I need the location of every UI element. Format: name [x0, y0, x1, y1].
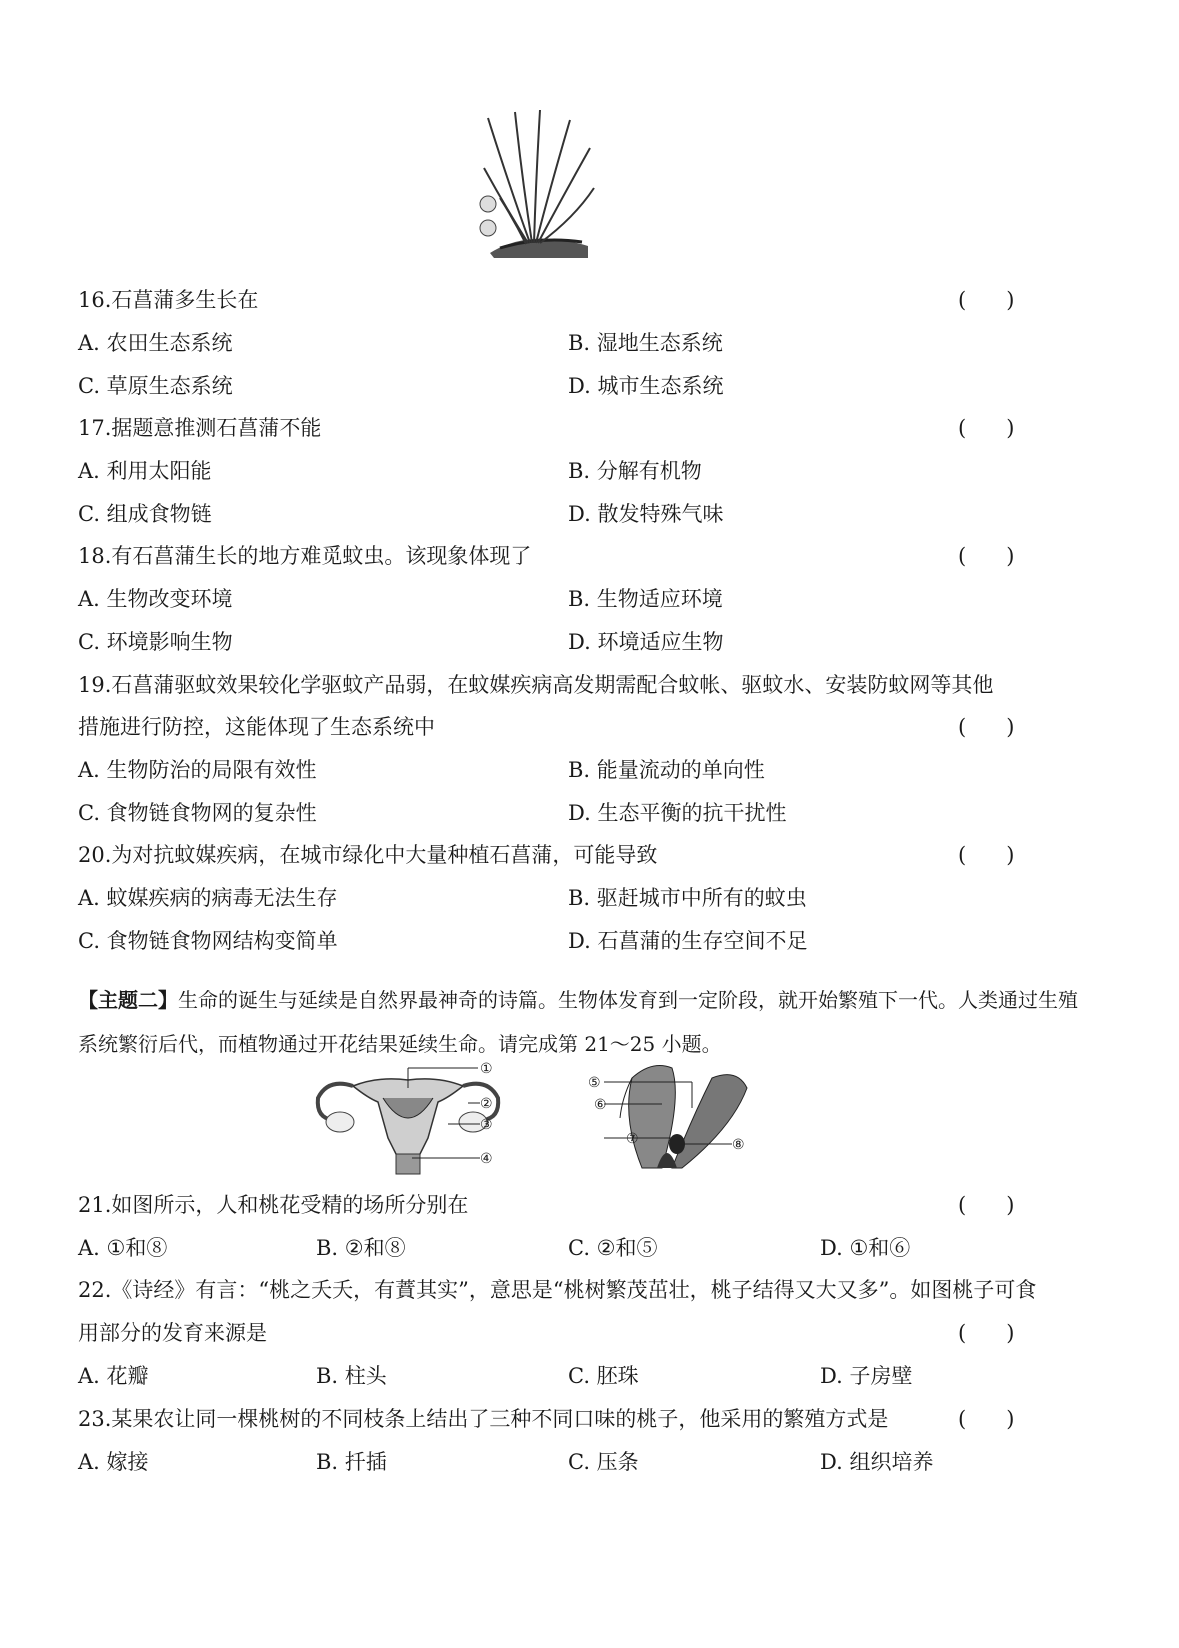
- answer-paren[interactable]: ( ): [958, 1407, 1015, 1431]
- option: D. ①和⑥: [820, 1236, 911, 1260]
- option: B. 能量流动的单向性: [568, 758, 765, 782]
- answer-paren[interactable]: ( ): [958, 1193, 1015, 1217]
- label-7: ⑦: [626, 1131, 639, 1147]
- option: A. 农田生态系统: [78, 331, 233, 355]
- question-stem: 18.有石菖蒲生长的地方难觅蚊虫。该现象体现了: [78, 544, 532, 568]
- option: D. 生态平衡的抗干扰性: [568, 801, 787, 825]
- option: D. 石菖蒲的生存空间不足: [568, 929, 808, 953]
- option: B. 柱头: [316, 1364, 387, 1388]
- topic-two-intro: [78, 978, 1078, 1066]
- question-stem-continued: 措施进行防控，这能体现了生态系统中: [78, 715, 435, 739]
- option: B. 驱赶城市中所有的蚊虫: [568, 886, 807, 910]
- option: C. 食物链食物网结构变简单: [78, 929, 338, 953]
- option: B. 生物适应环境: [568, 587, 723, 611]
- option: C. 胚珠: [568, 1364, 639, 1388]
- label-8: ⑧: [732, 1137, 745, 1153]
- question-stem: 20.为对抗蚊媒疾病，在城市绿化中大量种植石菖蒲，可能导致: [78, 843, 658, 867]
- option: C. 食物链食物网的复杂性: [78, 801, 317, 825]
- option: C. ②和⑤: [568, 1236, 658, 1260]
- option: D. 子房壁: [820, 1364, 913, 1388]
- option: C. 草原生态系统: [78, 374, 233, 398]
- answer-paren[interactable]: ( ): [958, 416, 1015, 440]
- option: C. 环境影响生物: [78, 630, 233, 654]
- option: A. 蚊媒疾病的病毒无法生存: [78, 886, 338, 910]
- question-stem: 21.如图所示，人和桃花受精的场所分别在: [78, 1193, 469, 1217]
- answer-paren[interactable]: ( ): [958, 1321, 1015, 1345]
- label-1: ①: [480, 1061, 493, 1077]
- answer-paren[interactable]: ( ): [958, 715, 1015, 739]
- label-5: ⑤: [588, 1075, 601, 1091]
- option: A. 花瓣: [78, 1364, 149, 1388]
- plant-illustration: [470, 108, 598, 260]
- option: B. ②和⑧: [316, 1236, 406, 1260]
- question-stem: 16.石菖蒲多生长在: [78, 288, 259, 312]
- answer-paren[interactable]: ( ): [958, 544, 1015, 568]
- flower-diagram: [582, 1058, 752, 1176]
- label-2: ②: [480, 1096, 493, 1112]
- option: A. 嫁接: [78, 1450, 149, 1474]
- label-6: ⑥: [594, 1097, 607, 1113]
- label-4: ④: [480, 1151, 493, 1167]
- question-stem: 22.《诗经》有言：“桃之夭夭，有蕡其实”，意思是“桃树繁茂茁壮，桃子结得又大又多”。如图桃子可食: [78, 1278, 1037, 1302]
- topic-two-heading: 【主题二】: [78, 988, 178, 1012]
- option: C. 组成食物链: [78, 502, 212, 526]
- option: A. 利用太阳能: [78, 459, 212, 483]
- option: D. 组织培养: [820, 1450, 934, 1474]
- option: D. 环境适应生物: [568, 630, 724, 654]
- option: C. 压条: [568, 1450, 639, 1474]
- topic-two-text: 生命的诞生与延续是自然界最神奇的诗篇。生物体发育到一定阶段，就开始繁殖下一代。人类通过生殖系统繁衍后代，而植物通过开花结果延续生命。请完成第 21～25 小题。: [78, 988, 1078, 1056]
- option: B. 湿地生态系统: [568, 331, 723, 355]
- question-stem: 17.据题意推测石菖蒲不能: [78, 416, 322, 440]
- question-stem: 23.某果农让同一棵桃树的不同枝条上结出了三种不同口味的桃子，他采用的繁殖方式是: [78, 1407, 889, 1431]
- answer-paren[interactable]: ( ): [958, 288, 1015, 312]
- option: D. 城市生态系统: [568, 374, 724, 398]
- uterus-diagram: [308, 1058, 508, 1176]
- option: D. 散发特殊气味: [568, 502, 724, 526]
- option: A. ①和⑧: [78, 1236, 168, 1260]
- option: A. 生物防治的局限有效性: [78, 758, 317, 782]
- question-stem: 19.石菖蒲驱蚊效果较化学驱蚊产品弱，在蚊媒疾病高发期需配合蚊帐、驱蚊水、安装防蚊网等其他: [78, 673, 994, 697]
- option: A. 生物改变环境: [78, 587, 233, 611]
- option: B. 分解有机物: [568, 459, 702, 483]
- answer-paren[interactable]: ( ): [958, 843, 1015, 867]
- option: B. 扦插: [316, 1450, 387, 1474]
- question-stem-continued: 用部分的发育来源是: [78, 1321, 267, 1345]
- label-3: ③: [480, 1117, 493, 1133]
